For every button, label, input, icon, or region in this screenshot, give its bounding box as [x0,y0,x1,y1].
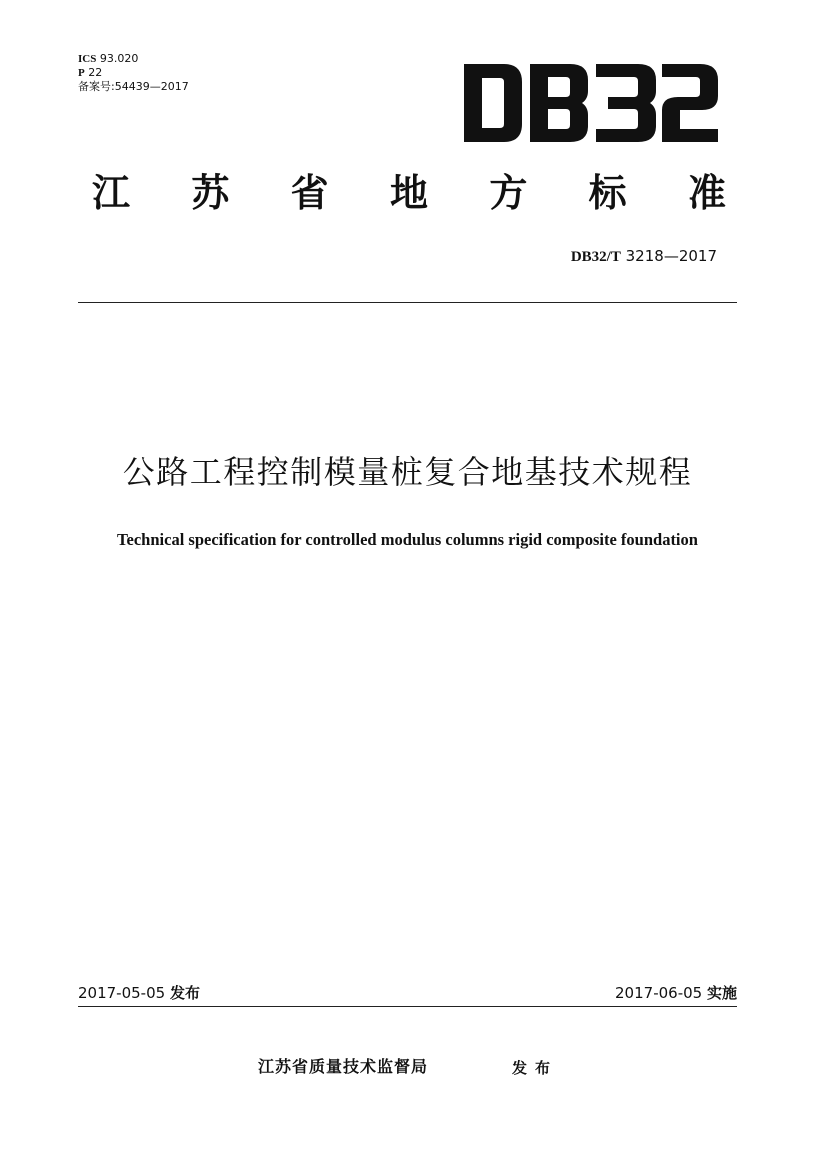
logo-letter-b [530,64,588,142]
p-line [78,66,189,80]
standard-number [571,246,717,267]
document-title-english: Technical specification for controlled modulus columns rigid composite foundation [117,530,698,549]
db32-logo [464,64,718,142]
p-label: P [78,67,85,79]
standard-number-value: 3218—2017 [625,247,717,265]
top-divider [78,302,737,303]
record-line [78,80,189,94]
implement-date: 2017-06-05 [615,984,703,1002]
document-title-chinese: 公路工程控制模量桩复合地基技术规程 [122,453,693,491]
publish-label: 发布 [169,984,200,1002]
classification-block [78,52,189,94]
bottom-divider [78,1006,737,1007]
record-number: 54439—2017 [114,80,189,93]
issue-action: 发布 [512,1059,559,1077]
implement-label: 实施 [706,984,737,1002]
publish-date: 2017-05-05 [78,984,166,1002]
logo-digit-2 [662,64,718,142]
standard-type-heading: 江 苏 省 地 方 标 准 [92,171,726,215]
issuing-authority: 江苏省质量技术监督局 [258,1057,429,1076]
ics-label: ICS [78,53,97,65]
standard-number-prefix: DB32/T [570,249,621,265]
p-code: 22 [88,66,103,79]
implement-date-line [615,983,737,1003]
ics-line [78,52,189,66]
logo-digit-3 [596,64,656,142]
ics-code: 93.020 [99,52,139,65]
record-label: 备案号: [78,80,115,93]
logo-letter-d [464,64,522,142]
publish-date-line [78,983,200,1003]
